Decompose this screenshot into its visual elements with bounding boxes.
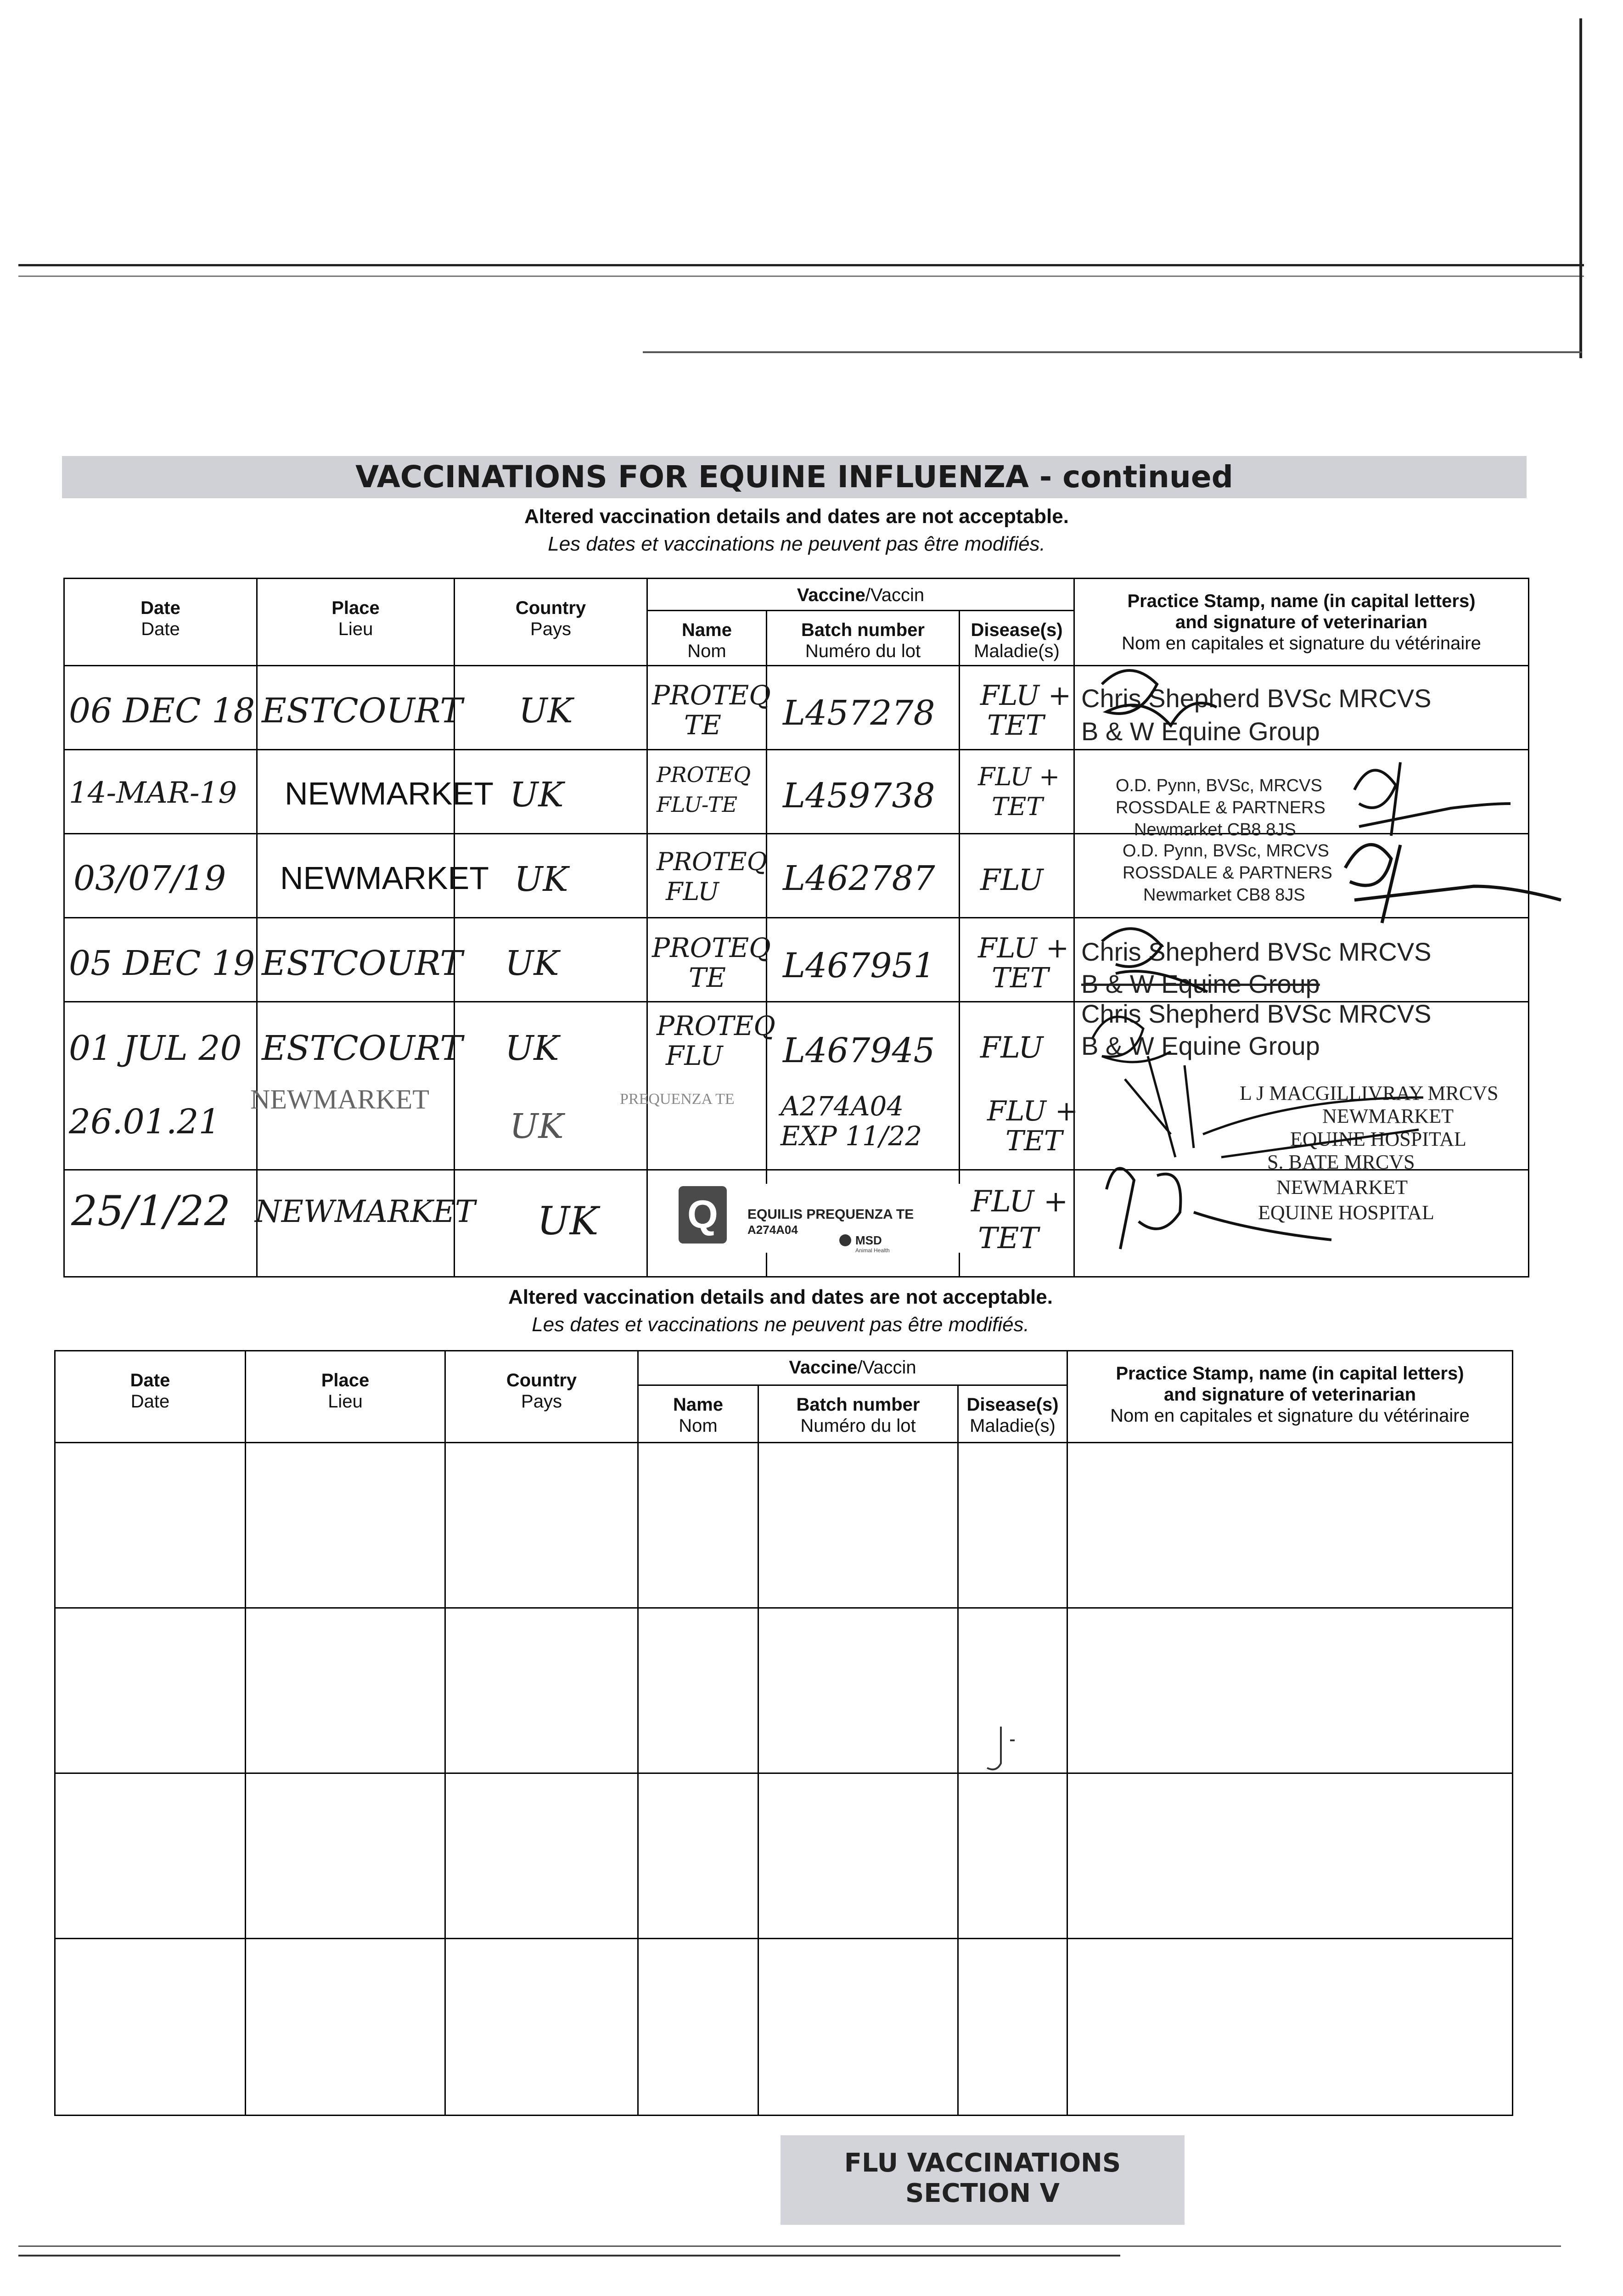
header-practice-line2: and signature of veterinarian — [1175, 612, 1428, 632]
header-disease-label: Disease(s) — [971, 620, 1063, 640]
header-place-fr: Lieu — [328, 1391, 363, 1412]
vet-stamp-line2: NEWMARKET — [1322, 1105, 1454, 1127]
header-place — [246, 1351, 445, 1443]
table-row — [55, 1773, 1513, 1939]
scan-edge-line — [18, 2245, 1561, 2247]
table-row — [55, 1443, 1513, 1608]
signature-scribble — [1354, 762, 1511, 836]
entry-country: UK — [519, 691, 573, 731]
header-name — [638, 1385, 758, 1443]
table-row — [55, 1608, 1513, 1773]
entry-vaccine-name-2: TE — [689, 962, 726, 993]
vet-stamp-line3: EQUINE HOSPITAL — [1290, 1128, 1466, 1150]
entry-country: UK — [505, 1029, 559, 1068]
header-date-fr: Date — [141, 619, 180, 639]
vet-stamp-line2: B & W Equine Group — [1081, 1031, 1320, 1060]
header-batch — [758, 1385, 958, 1443]
entry-disease: FLU + — [978, 762, 1060, 791]
entry-country: UK — [505, 944, 559, 983]
header-name-label: Name — [673, 1395, 723, 1415]
header-batch-fr: Numéro du lot — [805, 641, 921, 661]
header-date-label: Date — [140, 598, 180, 618]
header-practice — [1067, 1351, 1513, 1443]
entry-place: ESTCOURT — [262, 1029, 463, 1068]
entry-disease-2: TET — [978, 1221, 1039, 1255]
header-country-fr: Pays — [530, 619, 571, 639]
header-batch-label: Batch number — [796, 1395, 920, 1415]
entry-date: 25/1/22 — [71, 1187, 230, 1235]
entry-batch: L459738 — [783, 776, 935, 816]
vet-stamp-line3: Newmarket CB8 8JS — [1143, 885, 1305, 905]
header-practice-line1: Practice Stamp, name (in capital letters) — [1127, 591, 1476, 611]
signature-scribble — [1203, 1097, 1423, 1157]
signature-scribble — [1093, 1017, 1194, 1157]
entry-vaccine-name-2: FLU — [666, 1040, 723, 1071]
vet-stamp-line1: Chris Shepherd BVSc MRCVS — [1081, 937, 1432, 966]
vet-stamp-line2: B & W Equine Group — [1081, 969, 1320, 998]
header-country — [445, 1351, 638, 1443]
header-country-fr: Pays — [521, 1391, 562, 1412]
scan-edge-line — [18, 2255, 1120, 2257]
header-practice-fr: Nom en capitales et signature du vétérinaire — [1122, 633, 1481, 653]
header-vaccine-fr: /Vaccin — [865, 585, 925, 605]
header-place-label: Place — [321, 1370, 370, 1390]
header-name-fr: Nom — [687, 641, 726, 661]
header-name-fr: Nom — [679, 1416, 718, 1436]
header-place-label: Place — [331, 598, 380, 618]
entry-vaccine-name: PROTEQ — [652, 680, 771, 711]
footer-line2: SECTION V — [905, 2178, 1060, 2208]
notice-en: Altered vaccination details and dates are not acceptable. — [524, 505, 1069, 528]
vet-stamp-line2: B & W Equine Group — [1081, 717, 1320, 746]
entry-batch: L467945 — [783, 1031, 935, 1070]
entry-vaccine-name: PROTEQ — [657, 1010, 775, 1041]
entry-batch: L462787 — [783, 859, 935, 898]
sticker-maker: MSD — [855, 1233, 882, 1247]
entry-place: NEWMARKET — [285, 776, 494, 811]
entry-country: UK — [537, 1199, 599, 1244]
header-date — [55, 1351, 246, 1443]
entry-country: UK — [510, 1107, 564, 1146]
footer-line1: FLU VACCINATIONS — [844, 2148, 1121, 2178]
entry-country: UK — [514, 860, 568, 899]
entry-disease: FLU + — [987, 1095, 1078, 1127]
header-disease-label: Disease(s) — [966, 1395, 1059, 1415]
entry-date: 26.01.21 — [69, 1102, 220, 1142]
entry-vaccine-name: PROTEQ — [652, 932, 771, 963]
section-banner: VACCINATIONS FOR EQUINE INFLUENZA - continued — [62, 456, 1527, 498]
vet-stamp-line1: O.D. Pynn, BVSc, MRCVS — [1123, 841, 1329, 861]
header-disease-fr: Maladie(s) — [970, 1416, 1056, 1436]
header-vaccine-fr: /Vaccin — [857, 1357, 916, 1378]
entry-country: UK — [510, 775, 564, 815]
entry-vaccine-name-2: FLU — [666, 877, 719, 906]
notice-fr: Les dates et vaccinations ne peuvent pas être modifiés. — [548, 533, 1045, 555]
section-footer — [781, 2135, 1185, 2225]
header-country-label: Country — [506, 1370, 577, 1390]
vet-stamp-line3: Newmarket CB8 8JS — [1134, 820, 1296, 839]
table-row — [55, 1939, 1513, 2116]
entry-disease-2: TET — [992, 962, 1049, 994]
header-name-label: Name — [682, 620, 732, 640]
entry-batch: L457278 — [783, 693, 935, 733]
entry-disease: FLU + — [971, 1185, 1068, 1219]
notice-en-2: Altered vaccination details and dates are not acceptable. — [508, 1286, 1053, 1308]
entry-date: 03/07/19 — [73, 859, 226, 898]
equilis-logo-icon: Q — [679, 1186, 727, 1244]
entry-place: NEWMARKET — [255, 1194, 476, 1229]
vet-stamp-line1: L J MACGILLIVRAY MRCVS — [1240, 1082, 1499, 1104]
header-country-label: Country — [515, 598, 586, 618]
entry-place: ESTCOURT — [262, 944, 463, 983]
notice-fr-2: Les dates et vaccinations ne peuvent pas être modifiés. — [532, 1313, 1029, 1336]
vet-stamp-line3: EQUINE HOSPITAL — [1258, 1201, 1434, 1224]
vet-stamp-line1: Chris Shepherd BVSc MRCVS — [1081, 684, 1432, 713]
header-batch-fr: Numéro du lot — [800, 1416, 916, 1436]
vet-stamp-line1: Chris Shepherd BVSc MRCVS — [1081, 999, 1432, 1028]
header-batch-label: Batch number — [801, 620, 925, 640]
vet-stamp-line2: ROSSDALE & PARTNERS — [1116, 798, 1325, 817]
entry-disease: FLU + — [980, 680, 1072, 712]
entry-date: 05 DEC 19 — [69, 944, 255, 983]
entry-batch: L467951 — [783, 946, 935, 985]
vet-stamp-line1: S. BATE MRCVS — [1267, 1151, 1415, 1173]
entry-vaccine-name-2: FLU-TE — [657, 792, 738, 817]
header-practice-line2: and signature of veterinarian — [1163, 1384, 1416, 1405]
vaccination-table-blank — [54, 1350, 1513, 2116]
signature-scribble — [1102, 670, 1217, 726]
header-vaccine-label: Vaccine — [797, 585, 865, 605]
sticker-maker-sub: Animal Health — [855, 1247, 890, 1254]
header-date-label: Date — [130, 1370, 170, 1390]
vet-stamp-line2: NEWMARKET — [1276, 1176, 1408, 1199]
header-disease — [958, 1385, 1067, 1443]
header-practice-line1: Practice Stamp, name (in capital letters) — [1116, 1363, 1464, 1384]
header-practice-fr: Nom en capitales et signature du vétérinaire — [1110, 1406, 1470, 1426]
entry-date: 06 DEC 18 — [69, 691, 255, 731]
sticker-lot: A274A04 — [747, 1223, 798, 1237]
entry-disease-2: TET — [1005, 1125, 1062, 1157]
entry-date: 01 JUL 20 — [69, 1029, 242, 1068]
entry-date: 14-MAR-19 — [69, 776, 237, 810]
entry-disease-2: TET — [992, 792, 1043, 821]
vet-stamp-line2: ROSSDALE & PARTNERS — [1123, 863, 1332, 883]
entry-disease: FLU + — [978, 932, 1069, 964]
header-vaccine — [638, 1351, 1067, 1385]
entry-vaccine-name-2: TE — [684, 709, 722, 741]
signature-scribble — [1106, 1168, 1331, 1249]
header-date-fr: Date — [130, 1391, 170, 1412]
entry-disease: FLU — [980, 1031, 1044, 1065]
sticker-product: EQUILIS PREQUENZA TE — [747, 1207, 914, 1222]
signature-scribble — [1345, 844, 1561, 923]
entry-disease: FLU — [980, 863, 1044, 897]
vet-stamp-line1: O.D. Pynn, BVSc, MRCVS — [1116, 776, 1322, 795]
entry-batch-expiry: EXP 11/22 — [781, 1120, 922, 1152]
entry-vaccine-name: PROTEQ — [657, 847, 767, 876]
signature-scribble — [1102, 929, 1207, 992]
header-place-fr: Lieu — [338, 619, 373, 639]
entry-disease-2: TET — [987, 709, 1044, 742]
header-vaccine-label: Vaccine — [789, 1357, 858, 1378]
entry-place: NEWMARKET — [280, 860, 489, 896]
entry-place: NEWMARKET — [250, 1084, 429, 1114]
entry-vaccine-name: PROTEQ — [657, 762, 751, 787]
entry-place: ESTCOURT — [262, 691, 463, 731]
header-disease-fr: Maladie(s) — [974, 641, 1060, 661]
entry-batch: A274A04 — [781, 1091, 904, 1122]
entry-vaccine-name: PREQUENZA TE — [620, 1091, 735, 1108]
